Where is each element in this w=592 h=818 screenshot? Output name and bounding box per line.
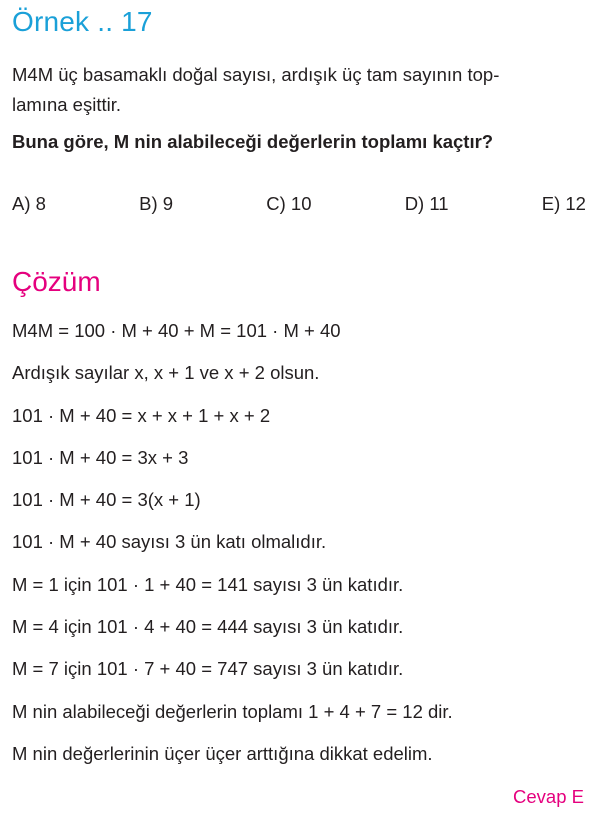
problem-line-1: M4M üç basamaklı doğal sayısı, ardışık üç tam sayının top- [12, 64, 500, 85]
solution-step: Ardışık sayılar x, x + 1 ve x + 2 olsun. [12, 362, 320, 384]
solution-step: M = 7 için 101 · 7 + 40 = 747 sayısı 3 ün katıdır. [12, 658, 404, 680]
choice-a: A) 8 [12, 193, 46, 214]
question-text: Buna göre, M nin alabileceği değerlerin toplamı kaçtır? [12, 131, 494, 152]
answer-label: Cevap E [513, 786, 584, 807]
solution-step: M = 4 için 101 · 4 + 40 = 444 sayısı 3 ün katıdır. [12, 616, 404, 638]
solution-step: M4M = 100 · M + 40 + M = 101 · M + 40 [12, 320, 341, 341]
example-title: Örnek .. 17 [12, 6, 153, 37]
solution-step: 101 · M + 40 = 3(x + 1) [12, 489, 201, 511]
choice-e: E) 12 [541, 193, 586, 214]
solution-steps [12, 320, 587, 785]
solution-step: M = 1 için 101 · 1 + 40 = 141 sayısı 3 ün katıdır. [12, 573, 404, 595]
answer-choices [12, 193, 586, 215]
solution-step: 101 · M + 40 = 3x + 3 [12, 446, 189, 468]
problem-line-2: lamına eşittir. [12, 94, 121, 115]
choice-c: C) 10 [266, 193, 312, 214]
solution-step: 101 · M + 40 sayısı 3 ün katı olmalıdır. [12, 531, 327, 553]
problem-statement [12, 60, 582, 120]
choice-d: D) 11 [404, 193, 449, 214]
solution-title: Çözüm [12, 266, 101, 297]
solution-step: M nin alabileceği değerlerin toplamı 1 + 4 + 7 = 12 dir. [12, 700, 453, 722]
solution-step: M nin değerlerinin üçer üçer arttığına dikkat edelim. [12, 742, 433, 764]
choice-b: B) 9 [139, 193, 174, 214]
solution-step: 101 · M + 40 = x + x + 1 + x + 2 [12, 404, 271, 426]
